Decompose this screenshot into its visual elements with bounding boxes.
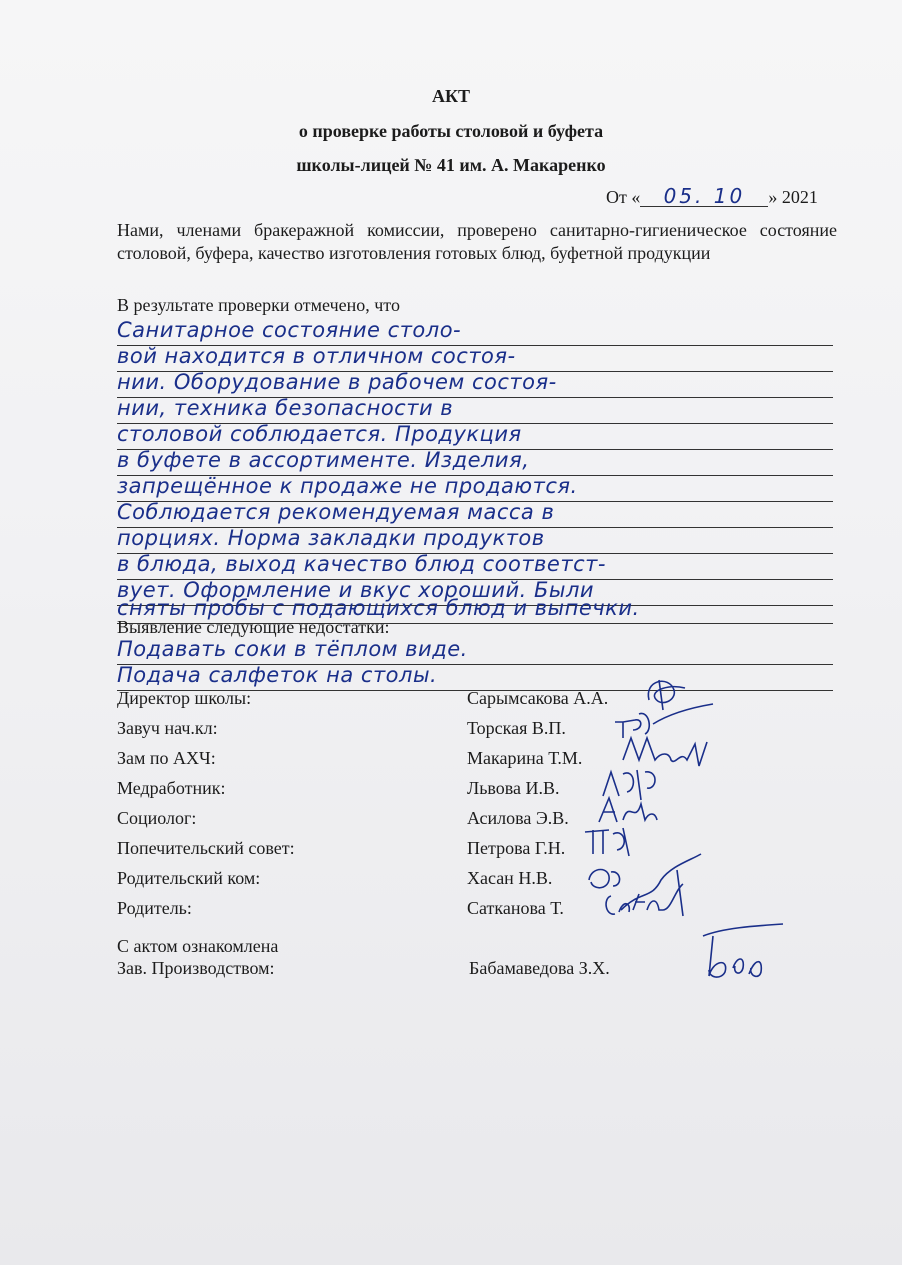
handwritten-result-line: сняты пробы с подающихся блюд и выпечки. xyxy=(117,593,833,624)
handwritten-result-line: столовой соблюдается. Продукция xyxy=(117,419,833,450)
handwritten-issue-line: Подача салфеток на столы. xyxy=(117,660,833,691)
signatory-row xyxy=(117,898,817,922)
handwritten-result-line: нии. Оборудование в рабочем состоя- xyxy=(117,367,833,398)
signatory-role: Зав. Производством: xyxy=(117,958,275,978)
signatory-name: Петрова Г.Н. xyxy=(467,838,566,858)
results-label: В результате проверки отмечено, что xyxy=(117,295,400,315)
production-manager-row xyxy=(117,958,817,982)
signatory-role: Медработник: xyxy=(117,778,226,798)
signature-mark xyxy=(601,880,701,924)
date-prefix: От « xyxy=(606,187,641,207)
handwritten-result-line: запрещённое к продаже не продаются. xyxy=(117,471,833,502)
signatory-name: Бабамаведова З.Х. xyxy=(469,958,610,978)
signatory-role: Директор школы: xyxy=(117,688,252,708)
signatory-row xyxy=(117,868,817,892)
handwritten-result-line: Соблюдается рекомендуемая масса в xyxy=(117,497,833,528)
school-name: школы-лицей № 41 им. А. Макаренко xyxy=(296,155,606,175)
signatory-role: Родитель: xyxy=(117,898,192,918)
signatory-row xyxy=(117,748,817,772)
handwritten-result-line: Санитарное состояние столо- xyxy=(117,315,833,346)
handwritten-result-line: порциях. Норма закладки продуктов xyxy=(117,523,833,554)
signatory-name: Львова И.В. xyxy=(467,778,560,798)
issues-label: Выявление следующие недостатки: xyxy=(117,617,390,637)
date-handwritten: 05. 10 xyxy=(640,186,768,207)
signatory-name: Сатканова Т. xyxy=(467,898,564,918)
signature-mark xyxy=(663,920,793,984)
handwritten-issue-line: Подавать соки в тёплом виде. xyxy=(117,634,833,665)
date-line xyxy=(606,186,818,208)
handwritten-result-line: вует. Оформление и вкус хороший. Были xyxy=(117,575,833,606)
document-subtitle: о проверке работы столовой и буфета xyxy=(298,121,604,141)
signatory-role: Социолог: xyxy=(117,808,197,828)
signatory-row xyxy=(117,838,817,862)
signatory-name: Хасан Н.В. xyxy=(467,868,553,888)
signatory-name: Сарымсакова А.А. xyxy=(467,688,609,708)
signatory-name: Макарина Т.М. xyxy=(467,748,583,768)
handwritten-result-line: нии, техника безопасности в xyxy=(117,393,833,424)
signatory-name: Торская В.П. xyxy=(467,718,566,738)
signatory-name: Асилова Э.В. xyxy=(467,808,569,828)
date-suffix: » 2021 xyxy=(768,187,818,207)
signatory-role: Зам по АХЧ: xyxy=(117,748,216,768)
signatory-row xyxy=(117,778,817,802)
signatory-row xyxy=(117,808,817,832)
acknowledgement-line: С актом ознакомлена xyxy=(117,936,279,956)
handwritten-result-line: в буфете в ассортименте. Изделия, xyxy=(117,445,833,476)
intro-paragraph: Нами, членами бракеражной комиссии, проверено санитарно-гигиеническое состояние столовой, буфера, качество изготовления готовых блюд, буфетной продукции xyxy=(117,220,837,263)
signatory-role: Родительский ком: xyxy=(117,868,261,888)
signatory-role: Попечительский совет: xyxy=(117,838,295,858)
signatory-role: Завуч нач.кл: xyxy=(117,718,218,738)
handwritten-result-line: вой находится в отличном состоя- xyxy=(117,341,833,372)
document-title: АКТ xyxy=(431,86,471,106)
handwritten-result-line: в блюда, выход качество блюд соответст- xyxy=(117,549,833,580)
